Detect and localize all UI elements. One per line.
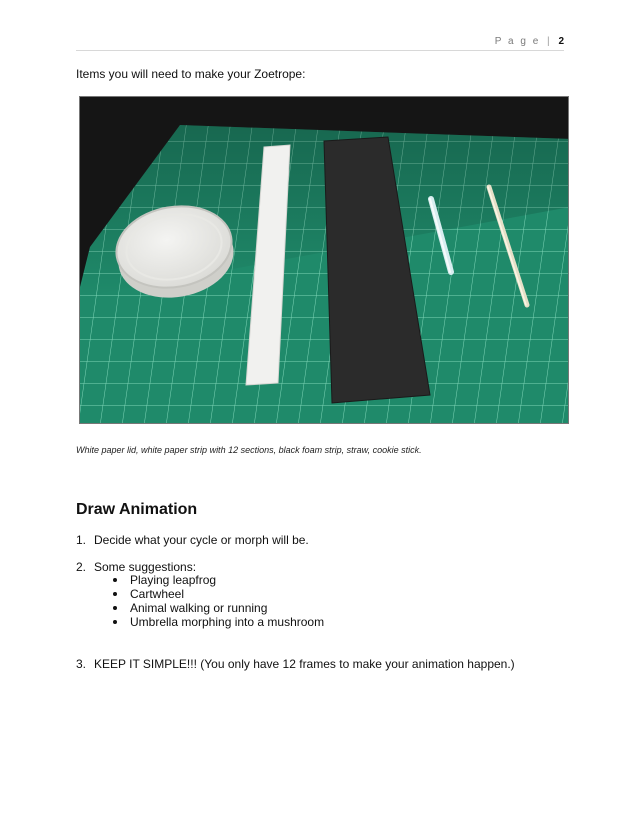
- list-item-text: Umbrella morphing into a mushroom: [130, 615, 325, 629]
- page-number-value: 2: [558, 36, 564, 47]
- step-3: [76, 657, 515, 671]
- step-number: 3.: [76, 657, 87, 671]
- step-number: 2.: [76, 560, 87, 574]
- page-label: P a g e: [494, 36, 541, 47]
- bullet-icon: [113, 592, 117, 596]
- list-item: [113, 615, 324, 629]
- photo-caption: White paper lid, white paper strip with 12 sections, black foam strip, straw, cookie stick.: [76, 445, 422, 455]
- step-number: 1.: [76, 533, 87, 547]
- list-item-text: Cartwheel: [130, 587, 185, 601]
- bullet-icon: [113, 606, 117, 610]
- step-text: KEEP IT SIMPLE!!! (You only have 12 frames to make your animation happen.): [94, 657, 515, 671]
- section-title: Draw Animation: [76, 501, 198, 518]
- list-item: [113, 601, 324, 615]
- page-header: [76, 36, 564, 51]
- step-text: Decide what your cycle or morph will be.: [94, 533, 309, 547]
- step-2: [76, 560, 196, 574]
- materials-photo: [79, 96, 569, 424]
- list-item: [113, 573, 324, 587]
- step-text: Some suggestions:: [94, 560, 197, 574]
- page-number: [495, 36, 564, 47]
- bullet-icon: [113, 578, 117, 582]
- suggestions-list: [113, 573, 324, 629]
- bullet-icon: [113, 620, 117, 624]
- page-separator: |: [547, 36, 552, 47]
- materials-photo-illustration: [80, 97, 569, 424]
- intro-text: Items you will need to make your Zoetrope:: [76, 67, 306, 81]
- step-1: [76, 533, 309, 547]
- list-item-text: Playing leapfrog: [130, 573, 217, 587]
- list-item-text: Animal walking or running: [130, 601, 268, 615]
- list-item: [113, 587, 324, 601]
